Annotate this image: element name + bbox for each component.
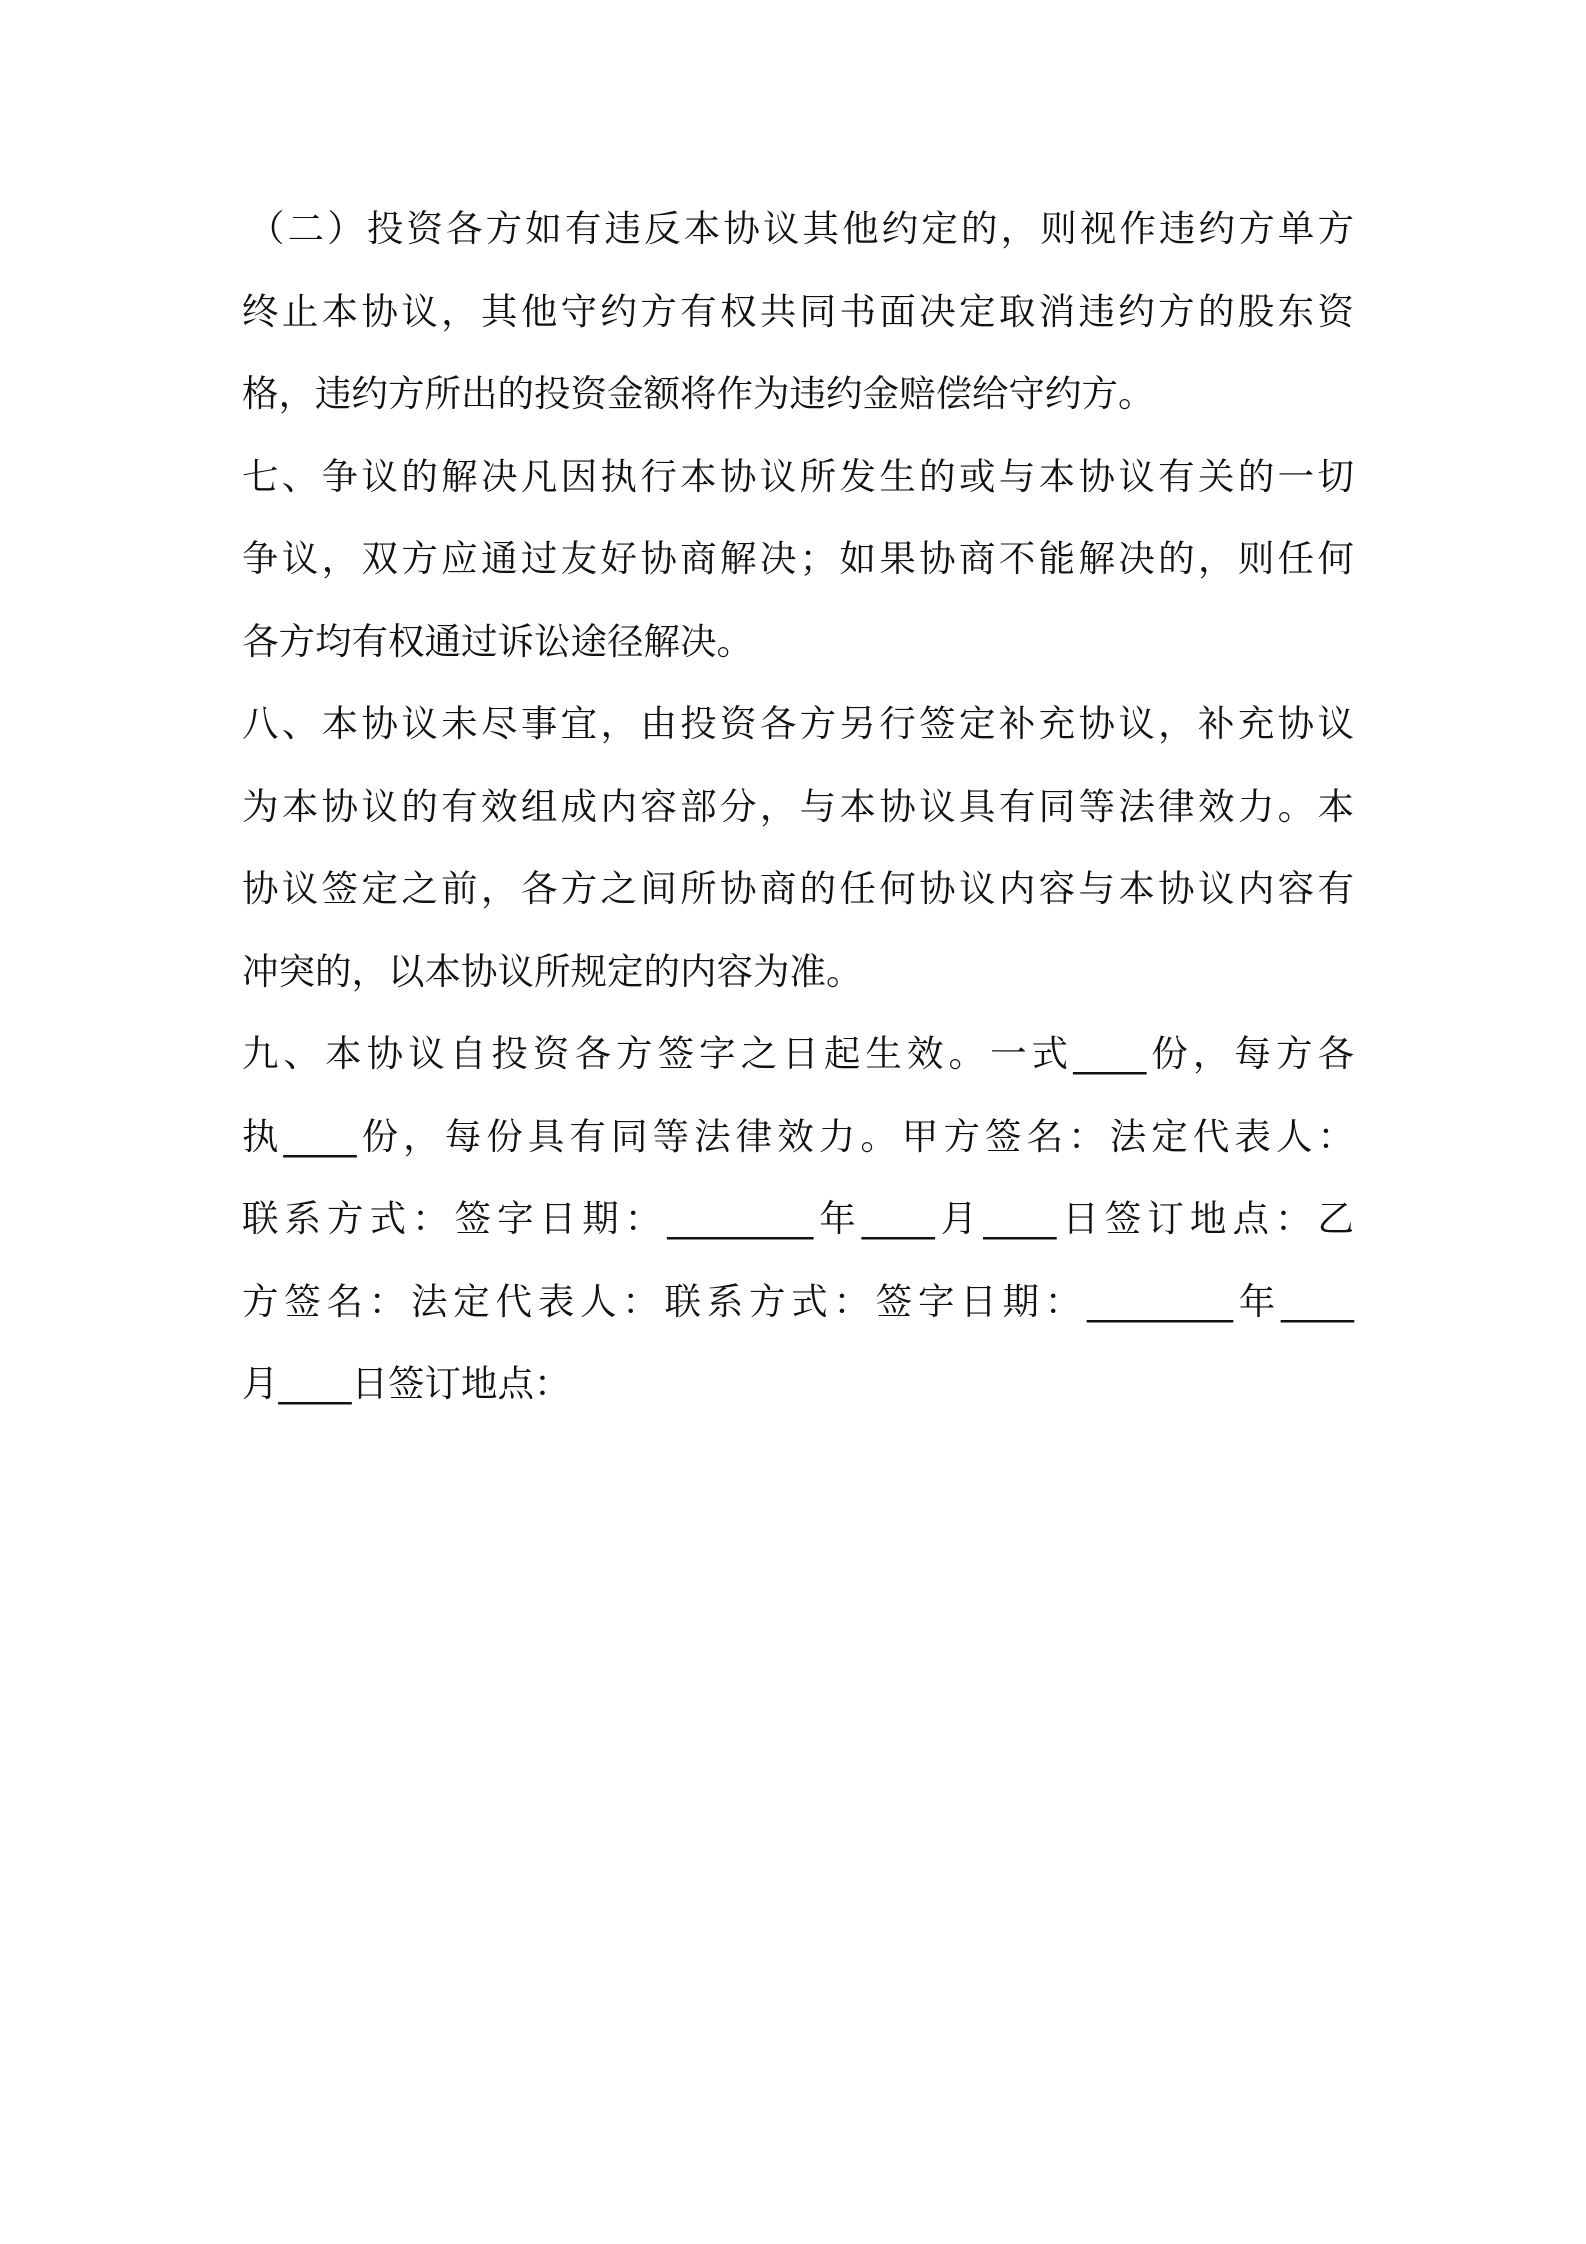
- text-line: 八、本协议未尽事宜，由投资各方另行签定补充协议，补充协议: [242, 702, 1354, 745]
- text-line: 争议，双方应通过友好协商解决；如果协商不能解决的，则任何: [242, 537, 1354, 580]
- text-line: 执____份，每份具有同等法律效力。甲方签名：法定代表人：: [242, 1114, 1354, 1158]
- text-line: 各方均有权通过诉讼途径解决。: [242, 619, 753, 663]
- document-body: [242, 188, 1354, 1426]
- text-line: 为本协议的有效组成内容部分，与本协议具有同等法律效力。本: [242, 784, 1354, 828]
- text-line: 冲突的，以本协议所规定的内容为准。: [242, 949, 863, 993]
- text-line: 月____日签订地点：: [242, 1362, 571, 1405]
- text-line: 终止本协议，其他守约方有权共同书面决定取消违约方的股东资: [242, 289, 1354, 333]
- text-line: （二）投资各方如有违反本协议其他约定的，则视作违约方单方: [248, 207, 1354, 250]
- text-line: 七、争议的解决凡因执行本协议所发生的或与本协议有关的一切: [242, 454, 1354, 498]
- text-line: 格，违约方所出的投资金额将作为违约金赔偿给守约方。: [242, 372, 1155, 415]
- text-line: 九、本协议自投资各方签字之日起生效。一式____份，每方各: [242, 1032, 1354, 1075]
- text-line: 协议签定之前，各方之间所协商的任何协议内容与本协议内容有: [242, 867, 1354, 910]
- text-line: 方签名：法定代表人：联系方式：签字日期：________年____: [242, 1279, 1354, 1323]
- text-line: 联系方式：签字日期：________年____月____日签订地点：乙: [242, 1197, 1354, 1240]
